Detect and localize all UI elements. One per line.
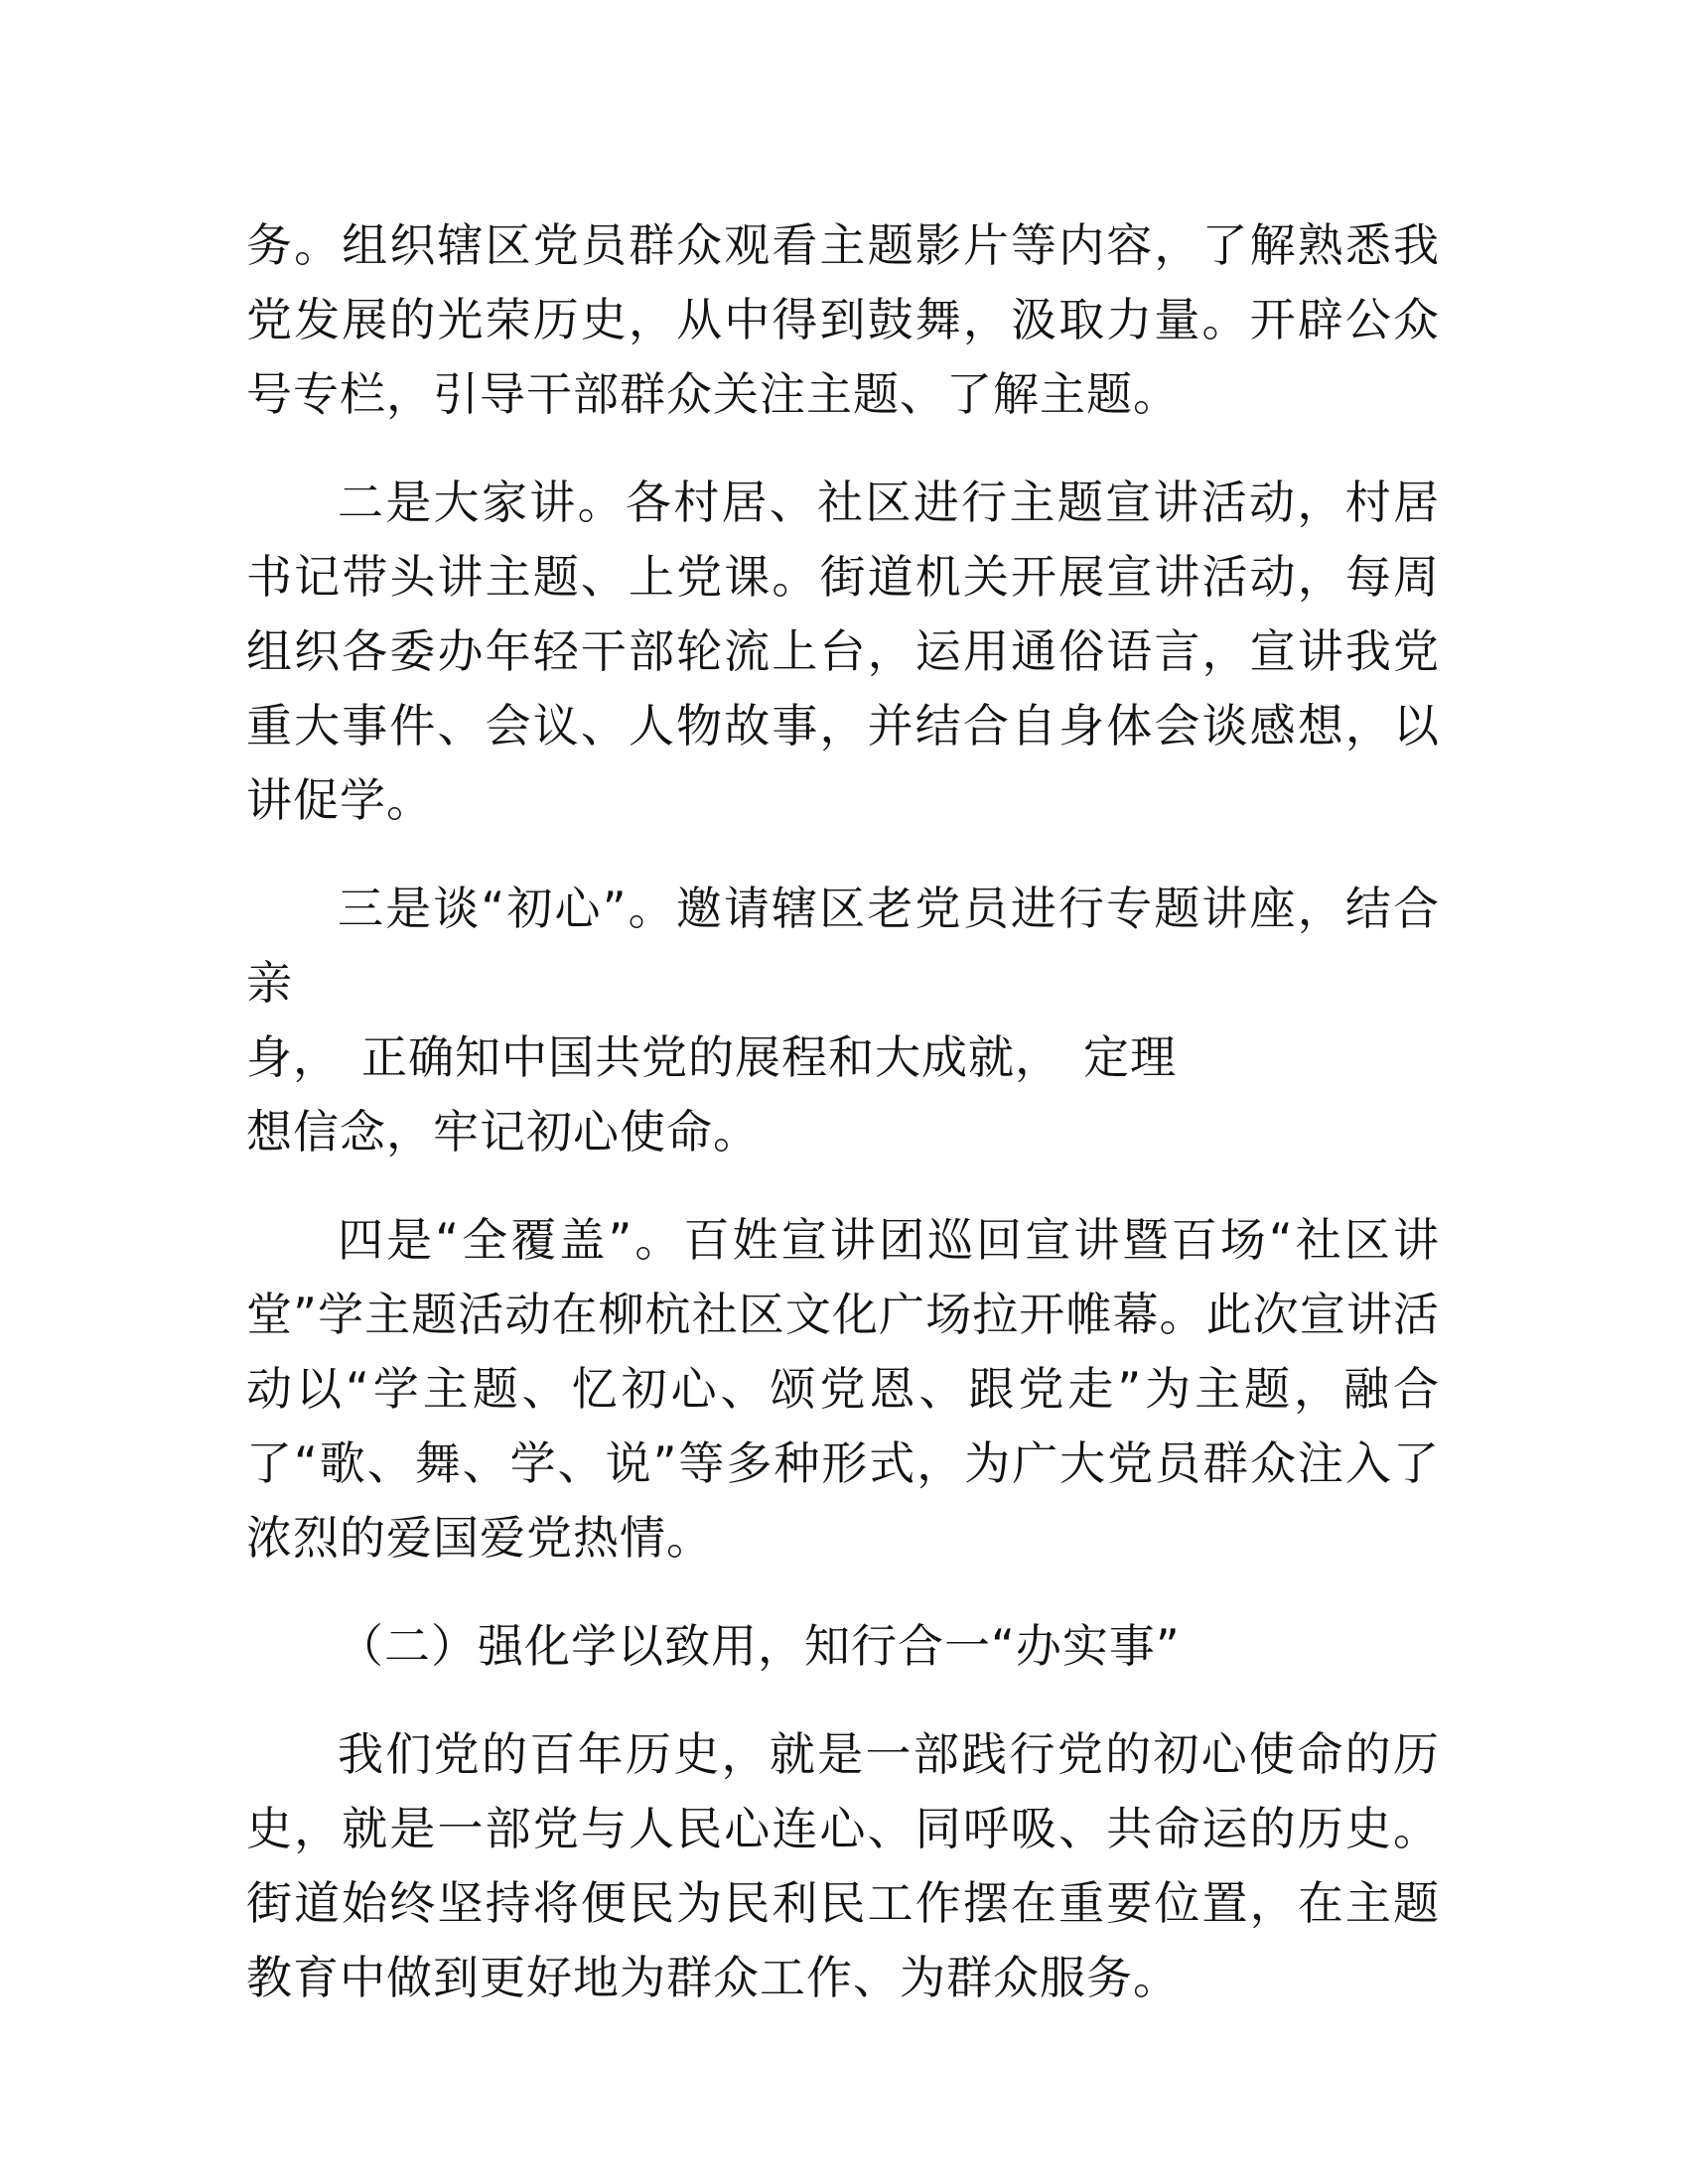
paragraph-tanchuxin-line-2-part-c: 定理: [1083, 1030, 1177, 1084]
paragraph-tanchuxin-line-2-part-b: 正确知中国共党的展程和大成就，: [361, 1030, 1061, 1084]
document-body: [246, 208, 1440, 2049]
paragraph-tanchuxin-line-3: 想信念，牢记初心使命。: [246, 1105, 760, 1159]
paragraph-bainianlishi: 我们党的百年历史，就是一部践行党的初心使命的历史，就是一部党与人民心连心、同呼吸、共命运的历史。街道始终坚持将便民为民利民工作摆在重要位置，在主题教育中做到更好地为群众工作、为群众服务。: [246, 1727, 1440, 2004]
paragraph-dajiajiang: 二是大家讲。各村居、社区进行主题宣讲活动，村居书记带头讲主题、上党课。街道机关开展宣讲活动，每周组织各委办年轻干部轮流上台，运用通俗语言，宣讲我党重大事件、会议、人物故事，并结合自身体会谈感想，以讲促学。: [246, 476, 1440, 827]
paragraph-tanchuxin-line-2-part-a: 身，: [246, 1030, 340, 1084]
paragraph-tanchuxin: [246, 872, 1440, 1169]
paragraph-tanchuxin-line-1: 三是谈“初心”。邀请辖区老党员进行专题讲座，结合亲: [246, 882, 1440, 1010]
paragraph-continuation: 务。组织辖区党员群众观看主题影片等内容，了解熟悉我党发展的光荣历史，从中得到鼓舞，汲取力量。开辟公众号专栏，引导干部群众关注主题、了解主题。: [246, 218, 1440, 421]
paragraph-quanfugai: 四是“全覆盖”。百姓宣讲团巡回宣讲暨百场“社区讲堂”学主题活动在柳杭社区文化广场拉开帷幕。此次宣讲活动以“学主题、忆初心、颂党恩、跟党走”为主题，融合了“歌、舞、学、说”等多种形式，为广大党员群众注入了浓烈的爱国爱党热情。: [246, 1213, 1440, 1565]
paragraph-tanchuxin-line-2: [246, 1021, 1440, 1095]
section-heading: （二）强化学以致用，知行合一“办实事”: [338, 1619, 1181, 1673]
